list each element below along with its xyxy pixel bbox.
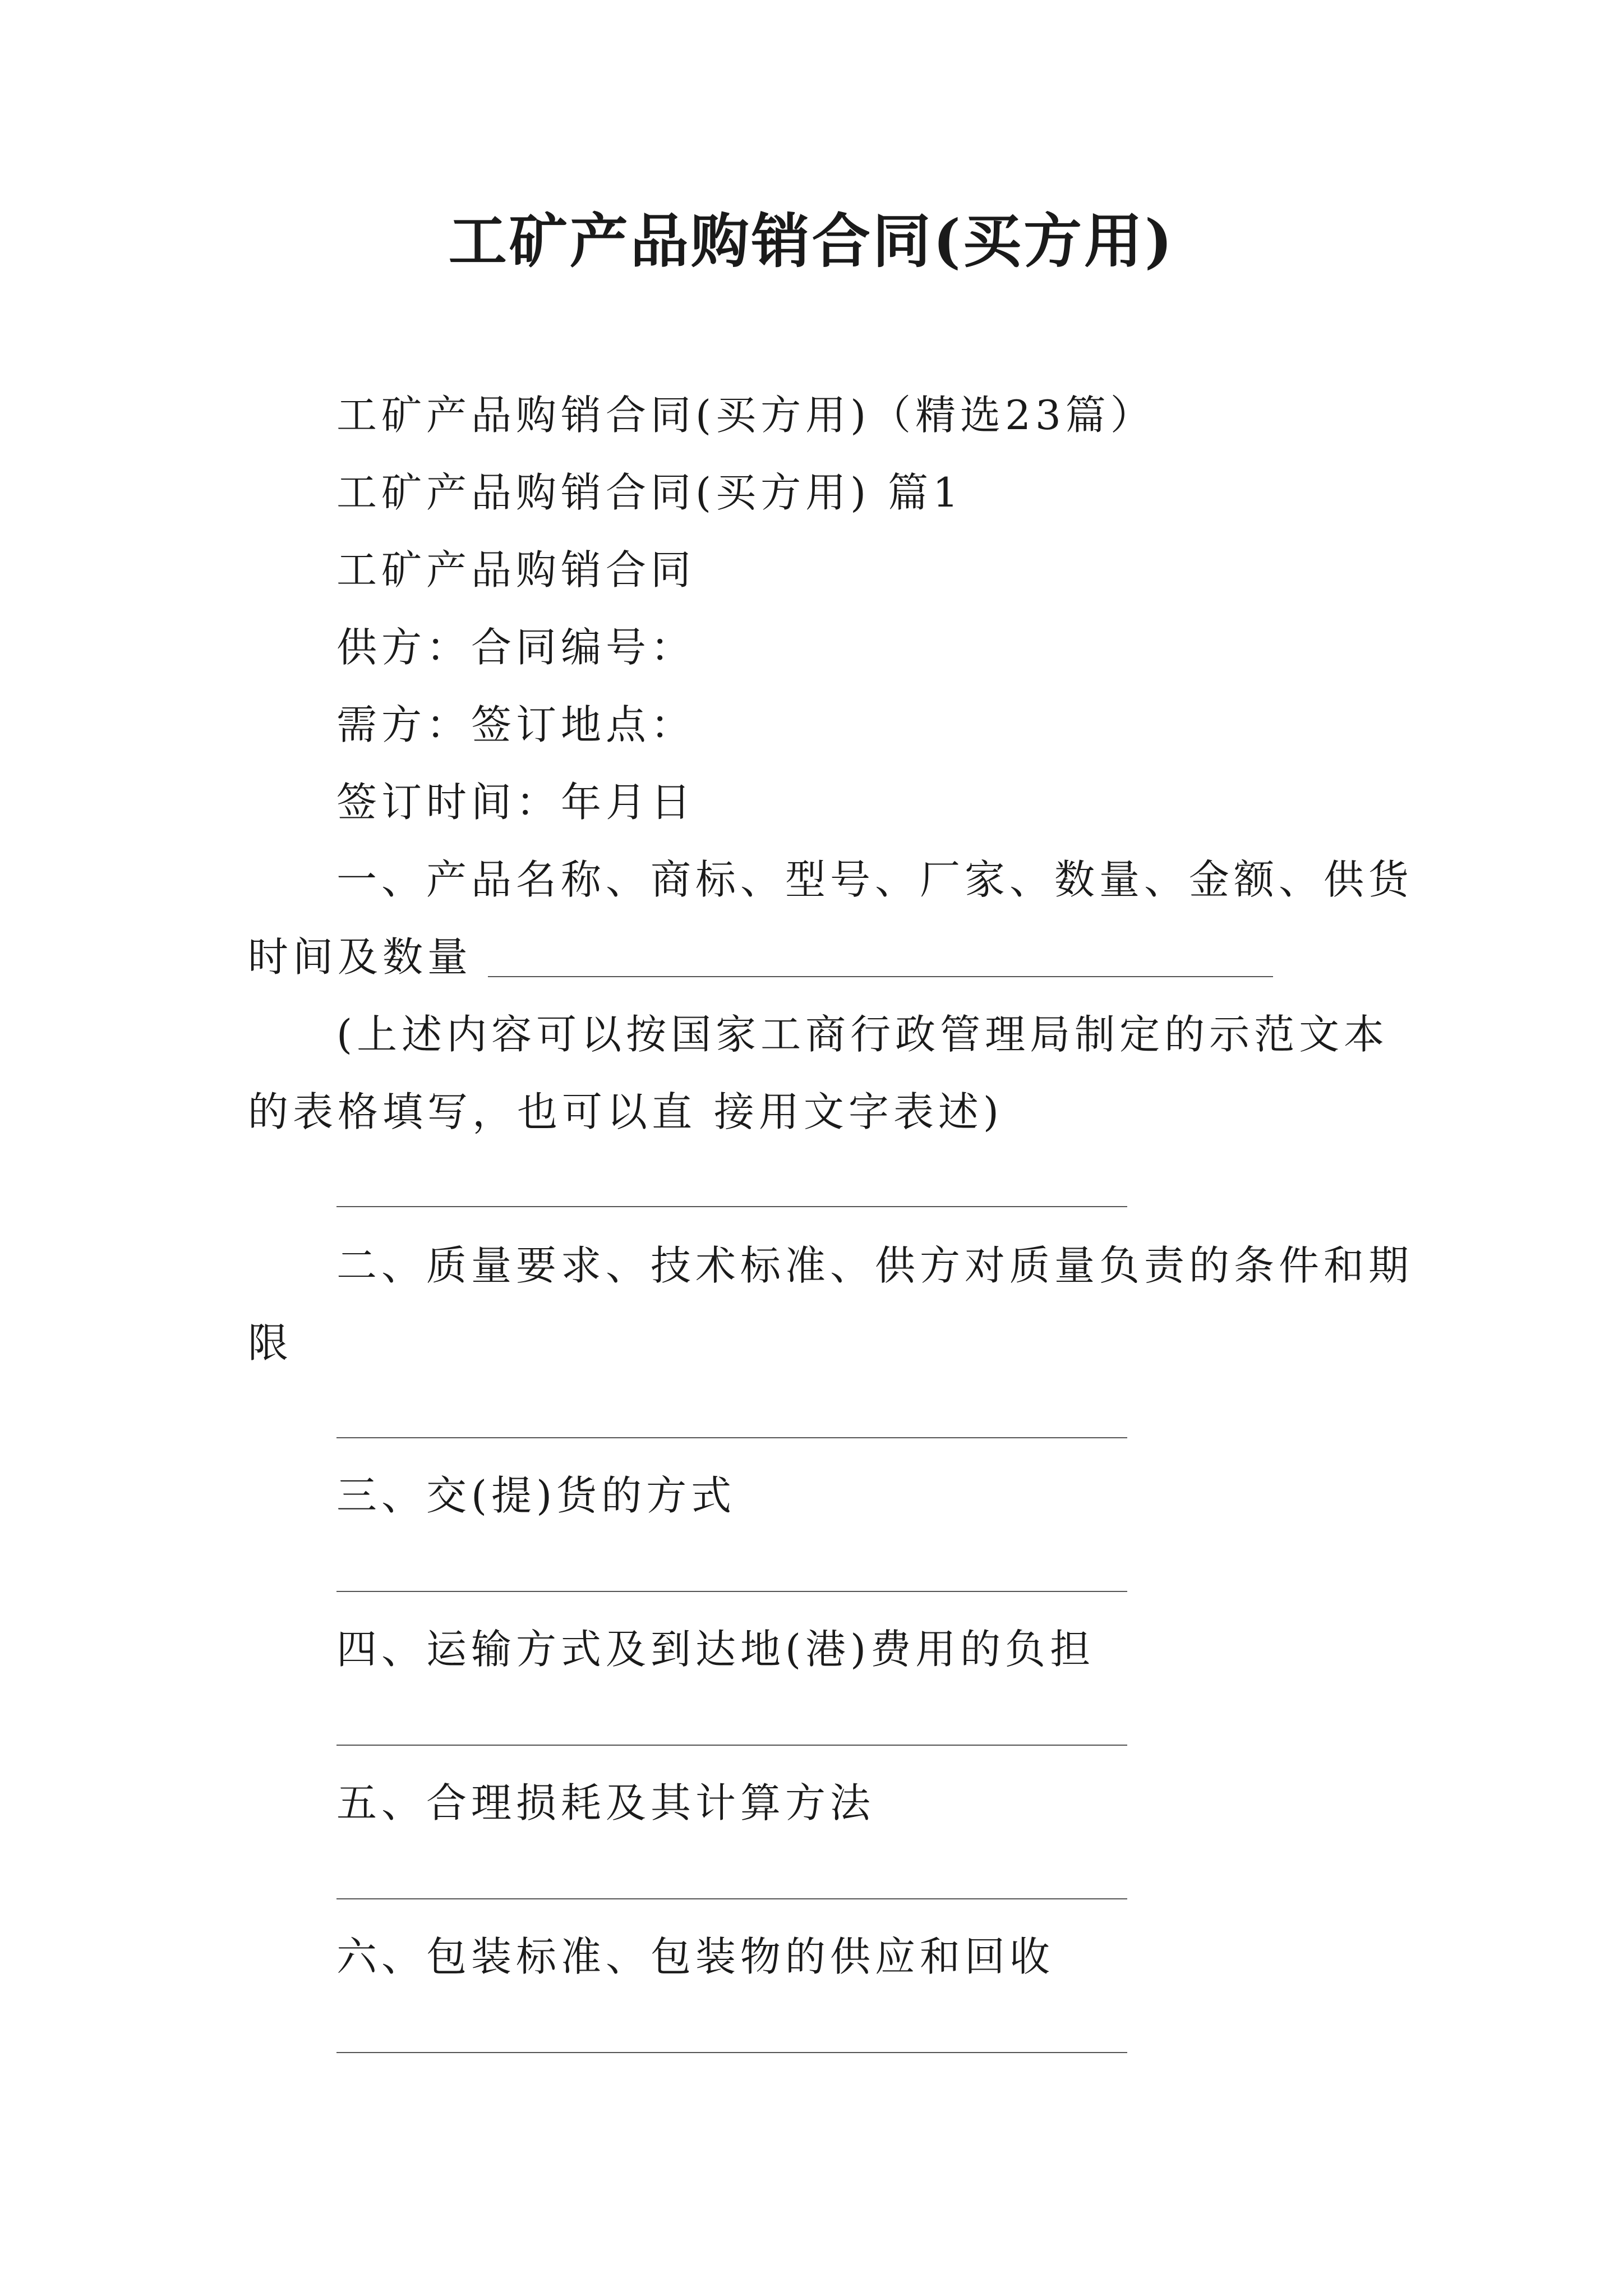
note-line-1: (上述内容可以按国家工商行政管理局制定的示范文本 — [336, 1011, 1389, 1058]
section-1-heading: 一、产品名称、商标、型号、厂家、数量、金额、供货 — [336, 856, 1414, 903]
note-line-2: 的表格填写，也可以直 接用文字表述) — [248, 1088, 1003, 1135]
blank-line-2 — [336, 1437, 1127, 1438]
blank-line-5 — [336, 1898, 1127, 1899]
contract-heading: 工矿产品购销合同 — [336, 546, 696, 593]
blank-line-1 — [336, 1206, 1127, 1207]
blank-line-4 — [336, 1745, 1127, 1746]
section-4-heading: 四、运输方式及到达地(港)费用的负担 — [336, 1626, 1095, 1673]
section-1-continuation: 时间及数量 — [248, 933, 473, 981]
section-6-heading: 六、包装标准、包装物的供应和回收 — [336, 1933, 1055, 1980]
buyer-signing-place-line: 需方：签订地点： — [336, 701, 696, 748]
subtitle-part: 工矿产品购销合同(买方用) 篇1 — [336, 469, 963, 516]
section-5-heading: 五、合理损耗及其计算方法 — [336, 1779, 875, 1826]
blank-line-3 — [336, 1591, 1127, 1592]
section-1-blank-line — [488, 976, 1273, 977]
supplier-contract-number-line: 供方：合同编号： — [336, 624, 696, 671]
section-2-heading: 二、质量要求、技术标准、供方对质量负责的条件和期 — [336, 1242, 1414, 1289]
document-title: 工矿产品购销合同(买方用) — [448, 206, 1175, 275]
section-3-heading: 三、交(提)货的方式 — [336, 1472, 736, 1519]
section-2-continuation: 限 — [248, 1319, 293, 1366]
blank-line-6 — [336, 2052, 1127, 2053]
signing-date-line: 签订时间：年月日 — [336, 779, 696, 826]
subtitle-selection: 工矿产品购销合同(买方用)（精选23篇） — [336, 392, 1155, 439]
